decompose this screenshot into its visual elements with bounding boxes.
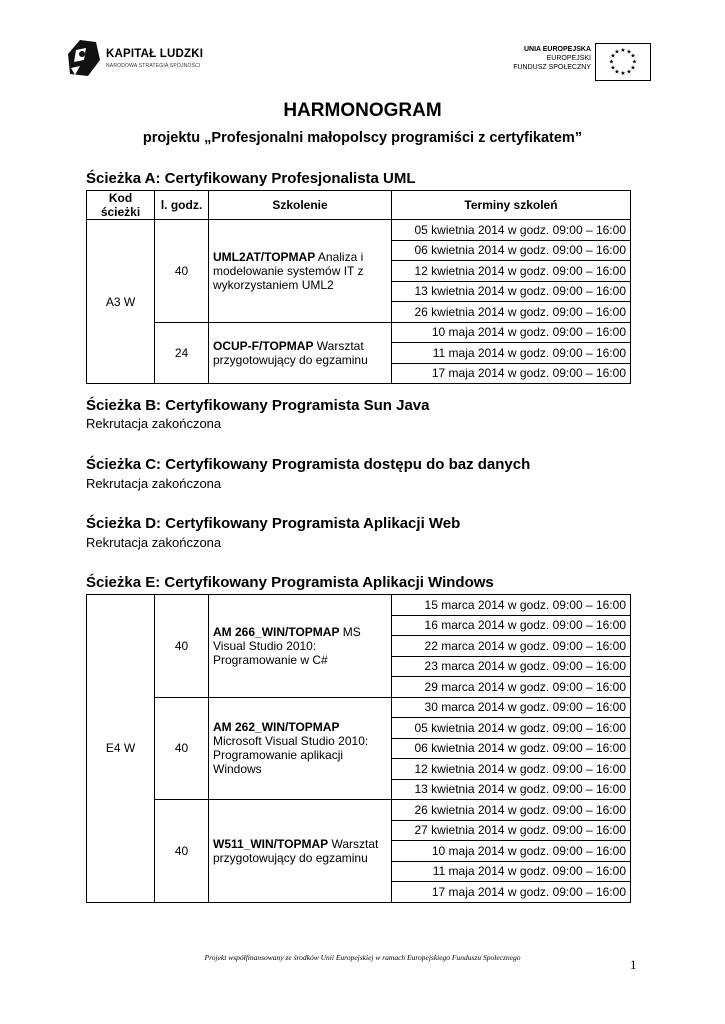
logo-left-title: KAPITAŁ LUDZKI <box>106 48 204 60</box>
svg-text:★: ★ <box>610 64 616 72</box>
hours-cell: 24 <box>155 322 209 384</box>
logo-left-subtitle: NARODOWA STRATEGIA SPÓJNOŚCI <box>106 63 201 69</box>
date-cell: 10 maja 2014 w godz. 09:00 – 16:00 <box>392 841 631 862</box>
page-title: HARMONOGRAM <box>283 100 442 121</box>
date-cell: 30 marca 2014 w godz. 09:00 – 16:00 <box>392 697 631 718</box>
section-e-title: Ścieżka E: Certyfikowany Programista Aplikacji Windows <box>86 574 494 591</box>
eu-logo <box>505 43 651 81</box>
table-row <box>87 595 631 616</box>
kod-cell: A3 W <box>87 220 155 384</box>
date-cell: 26 kwietnia 2014 w godz. 09:00 – 16:00 <box>392 800 631 821</box>
header-szkolenie: Szkolenie <box>209 191 392 220</box>
page-footer: Projekt współfinansowany ze środków Unii Europejskiej w ramach Europejskiego Funduszu Społecznego <box>204 953 521 962</box>
training-cell <box>209 220 392 323</box>
section-a-table <box>86 190 631 384</box>
date-cell: 06 kwietnia 2014 w godz. 09:00 – 16:00 <box>392 738 631 759</box>
eu-logo-line3: FUNDUSZ SPOŁECZNY <box>513 64 591 71</box>
training-desc: Warsztat przygotowujący do egzaminu <box>213 338 368 367</box>
header-kod: Kod ścieżki <box>87 191 155 220</box>
hours-cell: 40 <box>155 595 209 698</box>
svg-text:★: ★ <box>630 64 636 72</box>
svg-text:★: ★ <box>620 47 626 54</box>
hours-cell: 40 <box>155 697 209 800</box>
date-cell: 11 maja 2014 w godz. 09:00 – 16:00 <box>392 861 631 882</box>
hours-cell: 40 <box>155 220 209 323</box>
date-cell: 13 kwietnia 2014 w godz. 09:00 – 16:00 <box>392 779 631 800</box>
training-cell <box>209 800 392 903</box>
svg-text:★: ★ <box>620 70 626 77</box>
kapital-ludzki-logo <box>66 38 226 78</box>
date-cell: 15 marca 2014 w godz. 09:00 – 16:00 <box>392 595 631 616</box>
hours-cell: 40 <box>155 800 209 903</box>
date-cell: 05 kwietnia 2014 w godz. 09:00 – 16:00 <box>392 220 631 241</box>
page-subtitle: projektu „Profesjonalni małopolscy programiści z certyfikatem” <box>142 130 583 146</box>
training-code: AM 262_WIN/TOPMAP <box>213 720 340 735</box>
section-a-title: Ścieżka A: Certyfikowany Profesjonalista UML <box>86 170 416 187</box>
table-row <box>87 697 631 718</box>
training-desc: MS Visual Studio 2010: Programowanie w C# <box>213 624 361 667</box>
date-cell: 12 kwietnia 2014 w godz. 09:00 – 16:00 <box>392 759 631 780</box>
kod-cell: E4 W <box>87 595 155 903</box>
date-cell: 06 kwietnia 2014 w godz. 09:00 – 16:00 <box>392 240 631 261</box>
training-code: AM 266_WIN/TOPMAP <box>213 624 340 639</box>
header-godz: l. godz. <box>155 191 209 220</box>
training-code: UML2AT/TOPMAP <box>213 249 316 264</box>
table-row <box>87 800 631 821</box>
training-desc: Analiza i modelowanie systemów IT z wykorzystaniem UML2 <box>213 249 364 292</box>
date-cell: 17 maja 2014 w godz. 09:00 – 16:00 <box>392 363 631 384</box>
table-header-row <box>87 191 631 220</box>
training-code: OCUP-F/TOPMAP <box>213 338 314 353</box>
date-cell: 29 marca 2014 w godz. 09:00 – 16:00 <box>392 677 631 698</box>
svg-text:★: ★ <box>614 48 620 56</box>
section-e-table <box>86 594 631 903</box>
section-d-status: Rekrutacja zakończona <box>86 535 222 550</box>
training-cell <box>209 697 392 800</box>
eu-flag-icon <box>595 43 651 81</box>
date-cell: 22 marca 2014 w godz. 09:00 – 16:00 <box>392 636 631 657</box>
svg-text:★: ★ <box>630 52 636 60</box>
date-cell: 10 maja 2014 w godz. 09:00 – 16:00 <box>392 322 631 343</box>
date-cell: 13 kwietnia 2014 w godz. 09:00 – 16:00 <box>392 281 631 302</box>
eu-logo-line2: EUROPEJSKI <box>546 55 591 62</box>
date-cell: 27 kwietnia 2014 w godz. 09:00 – 16:00 <box>392 820 631 841</box>
date-cell: 16 marca 2014 w godz. 09:00 – 16:00 <box>392 615 631 636</box>
header-terminy: Terminy szkoleń <box>392 191 631 220</box>
svg-text:★: ★ <box>626 68 632 76</box>
training-cell <box>209 322 392 384</box>
section-b-title: Ścieżka B: Certyfikowany Programista Sun Java <box>86 397 430 414</box>
page-number: 1 <box>630 957 637 972</box>
training-cell <box>209 595 392 698</box>
training-code: W511_WIN/TOPMAP <box>213 836 329 851</box>
date-cell: 23 marca 2014 w godz. 09:00 – 16:00 <box>392 656 631 677</box>
section-d-title: Ścieżka D: Certyfikowany Programista Aplikacji Web <box>86 515 461 532</box>
date-cell: 11 maja 2014 w godz. 09:00 – 16:00 <box>392 343 631 364</box>
svg-text:★: ★ <box>610 52 616 60</box>
eu-logo-text <box>513 45 591 72</box>
svg-text:★: ★ <box>614 68 620 76</box>
svg-text:★: ★ <box>631 58 638 66</box>
kapital-ludzki-emblem-icon <box>66 38 102 78</box>
table-row <box>87 322 631 343</box>
svg-text:★: ★ <box>626 48 632 56</box>
date-cell: 17 maja 2014 w godz. 09:00 – 16:00 <box>392 882 631 903</box>
svg-text:★: ★ <box>608 58 615 66</box>
section-b-status: Rekrutacja zakończona <box>86 416 222 431</box>
date-cell: 12 kwietnia 2014 w godz. 09:00 – 16:00 <box>392 261 631 282</box>
training-desc: Microsoft Visual Studio 2010: Programowanie aplikacji Windows <box>213 734 369 777</box>
section-c-title: Ścieżka C: Certyfikowany Programista dostępu do baz danych <box>86 456 531 473</box>
table-row <box>87 220 631 241</box>
date-cell: 26 kwietnia 2014 w godz. 09:00 – 16:00 <box>392 302 631 323</box>
eu-logo-line1: UNIA EUROPEJSKA <box>523 46 591 53</box>
section-c-status: Rekrutacja zakończona <box>86 476 222 491</box>
date-cell: 05 kwietnia 2014 w godz. 09:00 – 16:00 <box>392 718 631 739</box>
training-desc: Warsztat przygotowujący do egzaminu <box>213 836 379 865</box>
